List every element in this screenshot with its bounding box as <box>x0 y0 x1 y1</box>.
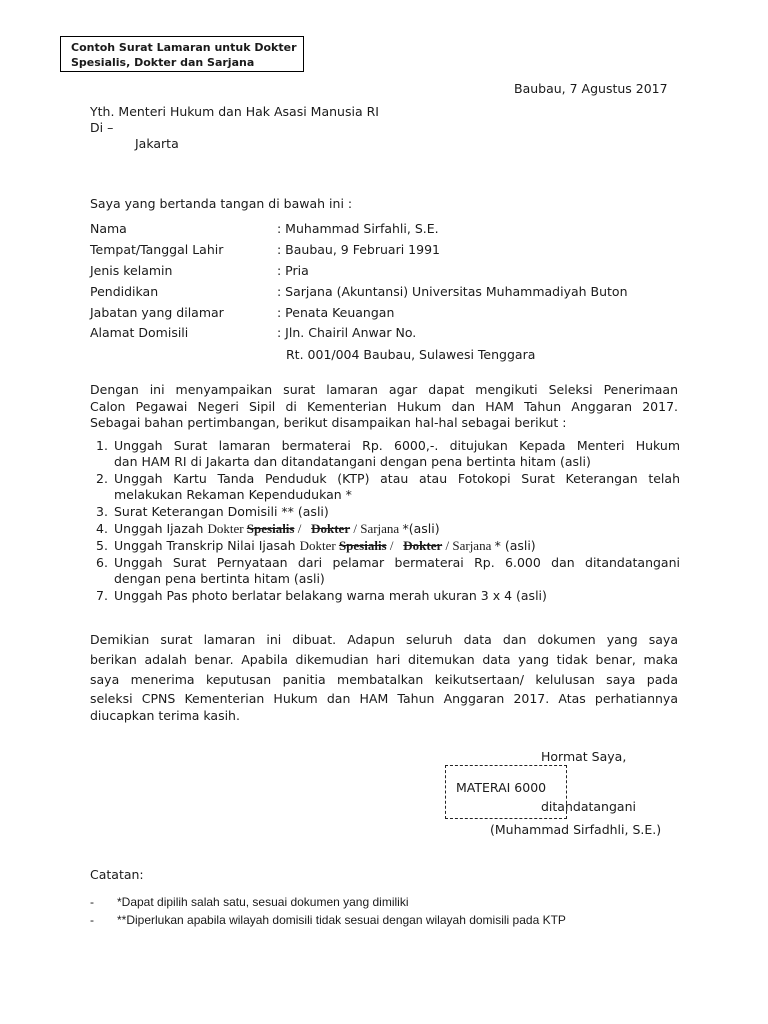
item-number: 4. <box>96 521 108 536</box>
degree-dokter-struck: Dokter <box>403 538 443 553</box>
item-text-part: * (asli) <box>494 538 536 553</box>
paragraph2-line4: seleksi CPNS Kementerian Hukum dan HAM Tahun Anggaran 2017. Atas perhatiannya <box>90 691 678 706</box>
addressee-line2: Di – <box>90 120 114 135</box>
degree-sarjana: / Sarjana <box>350 521 403 536</box>
field-value: : Penata Keuangan <box>277 305 395 320</box>
list-item <box>90 471 680 503</box>
item-text <box>114 521 680 537</box>
paragraph2-line2: berikan adalah benar. Apabila dikemudian hari ditemukan data yang tidak benar, maka <box>90 652 678 667</box>
item-text: Unggah Surat lamaran bermaterai Rp. 6000,-. ditujukan Kepada Menteri Hukum <box>114 438 680 453</box>
field-label: Alamat Domisili <box>90 325 189 340</box>
materai-label: MATERAI 6000 <box>456 780 547 795</box>
paragraph2-line1: Demikian surat lamaran ini dibuat. Adapun seluruh data dan dokumen yang saya <box>90 632 678 647</box>
item-number: 1. <box>96 438 108 453</box>
item-text: Unggah Pas photo berlatar belakang warna merah ukuran 3 x 4 (asli) <box>114 588 547 603</box>
field-label: Jabatan yang dilamar <box>90 305 224 320</box>
note-bullet: - <box>90 895 94 909</box>
item-number: 2. <box>96 471 108 486</box>
item-number: 6. <box>96 555 108 570</box>
note-bullet: - <box>90 913 94 927</box>
degree-spesialis-struck: Spesialis <box>246 521 295 536</box>
degree-dokter: Dokter <box>299 538 339 553</box>
label-box-line1: Contoh Surat Lamaran untuk Dokter <box>71 41 297 54</box>
address-line2: Rt. 001/004 Baubau, Sulawesi Tenggara <box>286 347 536 362</box>
degree-dokter: Dokter <box>207 521 247 536</box>
degree-separator: / <box>294 521 312 536</box>
example-label-box <box>60 36 304 72</box>
item-text: Unggah Kartu Tanda Penduduk (KTP) atau atau Fotokopi Surat Keterangan telah <box>114 471 680 486</box>
item-text: melakukan Rekaman Kependudukan * <box>114 487 352 502</box>
list-item <box>90 538 680 554</box>
degree-sarjana: / Sarjana <box>442 538 495 553</box>
item-text: Unggah Surat Pernyataan dari pelamar bermaterai Rp. 6.000 dan ditandatangani <box>114 555 680 570</box>
field-value: : Baubau, 9 Februari 1991 <box>277 242 440 257</box>
item-text: Surat Keterangan Domisili ** (asli) <box>114 504 329 519</box>
item-text: dan HAM RI di Jakarta dan ditandatangani dengan pena bertinta hitam (asli) <box>114 454 591 469</box>
intro-line: Saya yang bertanda tangan di bawah ini : <box>90 196 353 211</box>
signature-placeholder: ditandatangani <box>541 799 636 814</box>
field-value: : Pria <box>277 263 309 278</box>
field-value: : Muhammad Sirfahli, S.E. <box>277 221 439 236</box>
list-item <box>90 588 680 604</box>
note-text: **Diperlukan apabila wilayah domisili tidak sesuai dengan wilayah domisili pada KTP <box>117 913 566 927</box>
list-item <box>90 504 680 520</box>
degree-separator: / <box>386 538 404 553</box>
addressee-line1: Yth. Menteri Hukum dan Hak Asasi Manusia RI <box>90 104 379 119</box>
field-label: Pendidikan <box>90 284 159 299</box>
field-label: Jenis kelamin <box>90 263 173 278</box>
note-text: *Dapat dipilih salah satu, sesuai dokumen yang dimiliki <box>117 895 409 909</box>
closing-greeting: Hormat Saya, <box>541 749 627 764</box>
item-text-part: Unggah Ijazah <box>114 521 208 536</box>
paragraph1-line1: Dengan ini menyampaikan surat lamaran agar dapat mengikuti Seleksi Penerimaan <box>90 382 678 397</box>
list-item <box>90 438 680 470</box>
item-number: 5. <box>96 538 108 553</box>
item-number: 3. <box>96 504 108 519</box>
item-text: dengan pena bertinta hitam (asli) <box>114 571 325 586</box>
field-label: Nama <box>90 221 127 236</box>
paragraph1-line2: Calon Pegawai Negeri Sipil di Kementerian Hukum dan HAM Tahun Anggaran 2017. <box>90 399 678 414</box>
list-item <box>90 555 680 587</box>
addressee-city: Jakarta <box>135 136 179 151</box>
paragraph2-line5: diucapkan terima kasih. <box>90 708 240 723</box>
item-text <box>114 538 680 554</box>
field-value: : Jln. Chairil Anwar No. <box>277 325 417 340</box>
degree-spesialis-struck: Spesialis <box>338 538 387 553</box>
degree-dokter-struck: Dokter <box>311 521 351 536</box>
label-box-line2: Spesialis, Dokter dan Sarjana <box>71 56 255 69</box>
paragraph1-line3: Sebagai bahan pertimbangan, berikut disampaikan hal-hal sebagai berikut : <box>90 415 567 430</box>
list-item <box>90 521 680 537</box>
signatory-name: (Muhammad Sirfadhli, S.E.) <box>490 822 662 837</box>
field-value: : Sarjana (Akuntansi) Universitas Muhammadiyah Buton <box>277 284 628 299</box>
paragraph2-line3: saya menerima keputusan panitia membatalkan keikutsertaan/ kelulusan saya pada <box>90 672 678 687</box>
item-text-part: Unggah Transkrip Nilai Ijasah <box>114 538 300 553</box>
item-number: 7. <box>96 588 108 603</box>
letter-date: Baubau, 7 Agustus 2017 <box>514 81 668 96</box>
notes-title: Catatan: <box>90 867 144 882</box>
item-text-part: *(asli) <box>402 521 440 536</box>
field-label: Tempat/Tanggal Lahir <box>90 242 224 257</box>
requirements-list <box>90 438 680 605</box>
